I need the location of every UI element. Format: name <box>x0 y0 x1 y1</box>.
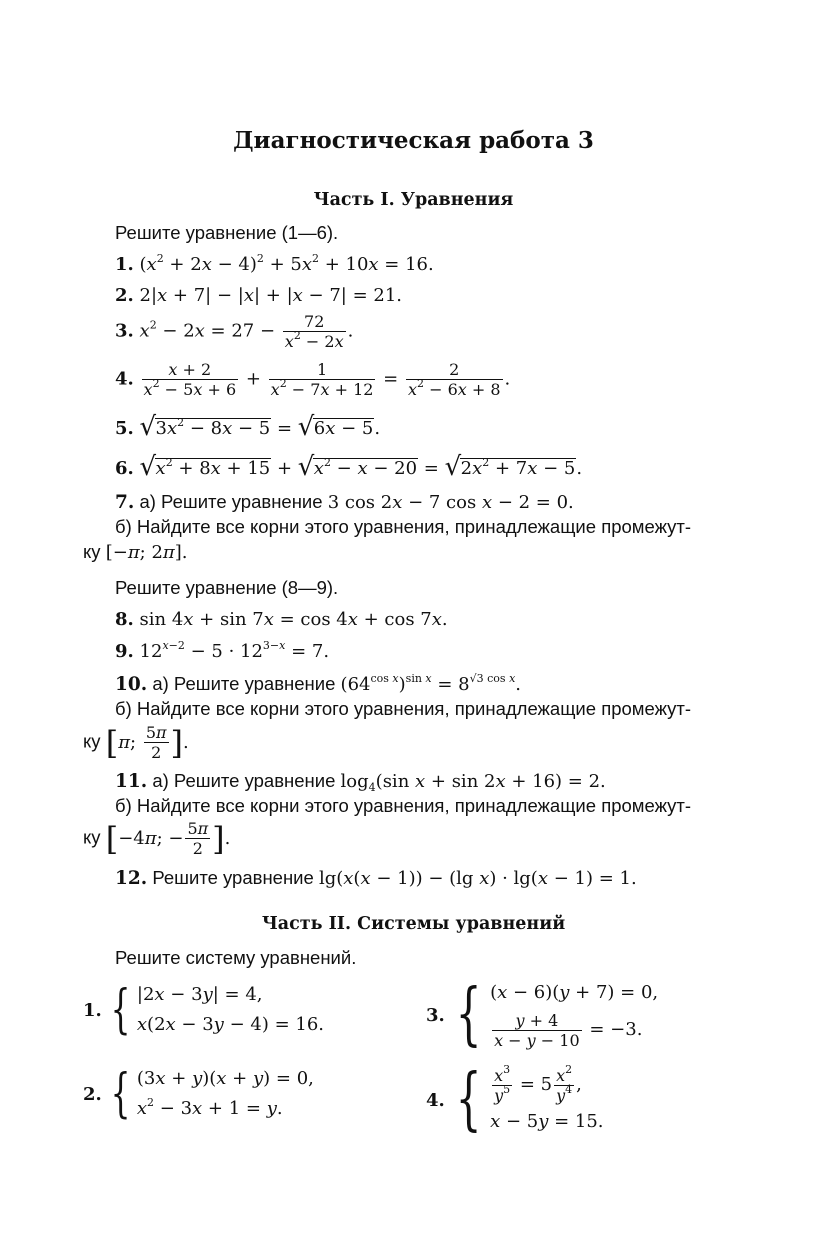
problem-11a: 11. а) Решите уравнение $\log_4(\sin$ x + sin 2x + 16) = 2. <box>115 770 606 794</box>
system-number: 1. <box>83 999 102 1021</box>
brace-icon: { <box>110 980 131 1040</box>
problem-6: 6. √ $x^2 + 8x + 15$ + √ $x^2 - x - 20$ = √ $2x^2 + 7x - 5$. <box>115 458 582 479</box>
problem-number: 5. <box>115 418 134 439</box>
page-title: Диагностическая работа 3 <box>233 127 594 154</box>
problem-number: 2. <box>115 285 134 306</box>
problem-number: 12. <box>115 868 148 889</box>
problem-11a-text: а) Решите уравнение <box>152 770 336 791</box>
system-number: 3. <box>426 1004 445 1026</box>
problem-7b-interval: ку [−π; 2π]. <box>83 541 188 563</box>
part1-intro-1-6: Решите уравнение (1—6). <box>115 222 339 243</box>
problem-10b: б) Найдите все корни этого уравнения, принадлежащие промежут- <box>115 698 692 719</box>
problem-7a-text: а) Решите уравнение <box>139 491 323 512</box>
problem-9: 9. $12^{x-2} - 5 \cdot 12^{3-x} = 7$. <box>115 639 330 662</box>
problem-number: 10. <box>115 674 148 695</box>
problem-1: 1. $(x^2 + 2x - 4)^2 + 5x^2 + 10x = 16$. <box>115 252 434 275</box>
brace-icon: { <box>455 1060 482 1139</box>
problem-number: 9. <box>115 641 134 662</box>
problem-7b: б) Найдите все корни этого уравнения, принадлежащие промежут- <box>115 516 692 537</box>
system-1: 1. { |2x − 3y| = 4, x(2x − 3y − 4) = 16. <box>83 980 324 1040</box>
system-4: 4. { $\frac{x^3}{y^5}$ = 5 $\frac{x^2}{y^4}$ , x − 5y = 15. <box>426 1060 604 1139</box>
problem-10a: 10. а) Решите уравнение $(64^{cos x})^{sin x} = 8^{√3 cos x}$. <box>115 672 522 695</box>
interval-prefix: ку <box>83 541 101 562</box>
problem-11b: б) Найдите все корни этого уравнения, принадлежащие промежут- <box>115 795 692 816</box>
problem-number: 6. <box>115 458 134 479</box>
problem-number: 7. <box>115 492 135 513</box>
interval-prefix: ку <box>83 730 101 752</box>
problem-7a: 7. а) Решите уравнение 3 cos 2x − 7 cos x − 2 = 0. <box>115 491 574 513</box>
system-3: 3. { (x − 6)(y + 7) = 0, $\frac{y + 4}{x - y - 10}$ = −3. <box>426 975 659 1054</box>
problem-3: 3. $x^2 - 2x = 27$ − $\frac{72}{x^2 - 2x}$ . <box>115 312 354 351</box>
part2-heading: Часть II. Системы уравнений <box>261 914 566 934</box>
system-number: 2. <box>83 1083 102 1105</box>
brace-icon: { <box>110 1064 131 1124</box>
problem-number: 3. <box>115 320 134 342</box>
problem-10a-text: а) Решите уравнение <box>152 673 336 694</box>
problem-2: 2. 2|x + 7| − |x| + |x − 7| = 21. <box>115 285 403 306</box>
system-2: 2. { (3x + y)(x + y) = 0, $x^2 - 3x + 1 = y$. <box>83 1064 314 1124</box>
problem-12-text: Решите уравнение <box>152 867 314 888</box>
problem-number: 1. <box>115 254 134 275</box>
problem-8: 8. sin 4x + sin 7x = cos 4x + cos 7x. <box>115 609 448 630</box>
problem-4: 4. $\frac{x + 2}{x^2 - 5x + 6}$ + $\frac{1}{x^2 - 7x + 12}$ = $\frac{2}{x^2 - 6x + 8}$ . <box>115 360 511 399</box>
problem-number: 11. <box>115 771 148 792</box>
problem-12: 12. Решите уравнение lg(x(x − 1)) − (lg x) · lg(x − 1) = 1. <box>115 867 637 889</box>
system-number: 4. <box>426 1089 445 1111</box>
interval-prefix: ку <box>83 826 101 848</box>
part2-intro: Решите систему уравнений. <box>115 947 357 968</box>
part1-heading: Часть I. Уравнения <box>313 190 514 210</box>
part1-intro-8-9: Решите уравнение (8—9). <box>115 577 339 598</box>
problem-5: 5. √ $3x^2 - 8x - 5$ = √ 6x − 5. <box>115 418 380 439</box>
problem-number: 4. <box>115 368 134 390</box>
problem-10b-interval: ку [π; $\frac{5\pi}{2}$ ]. <box>83 723 189 762</box>
brace-icon: { <box>455 975 482 1054</box>
problem-11b-interval: ку [−4π; − $\frac{5\pi}{2}$ ]. <box>83 819 231 858</box>
problem-number: 8. <box>115 609 134 630</box>
